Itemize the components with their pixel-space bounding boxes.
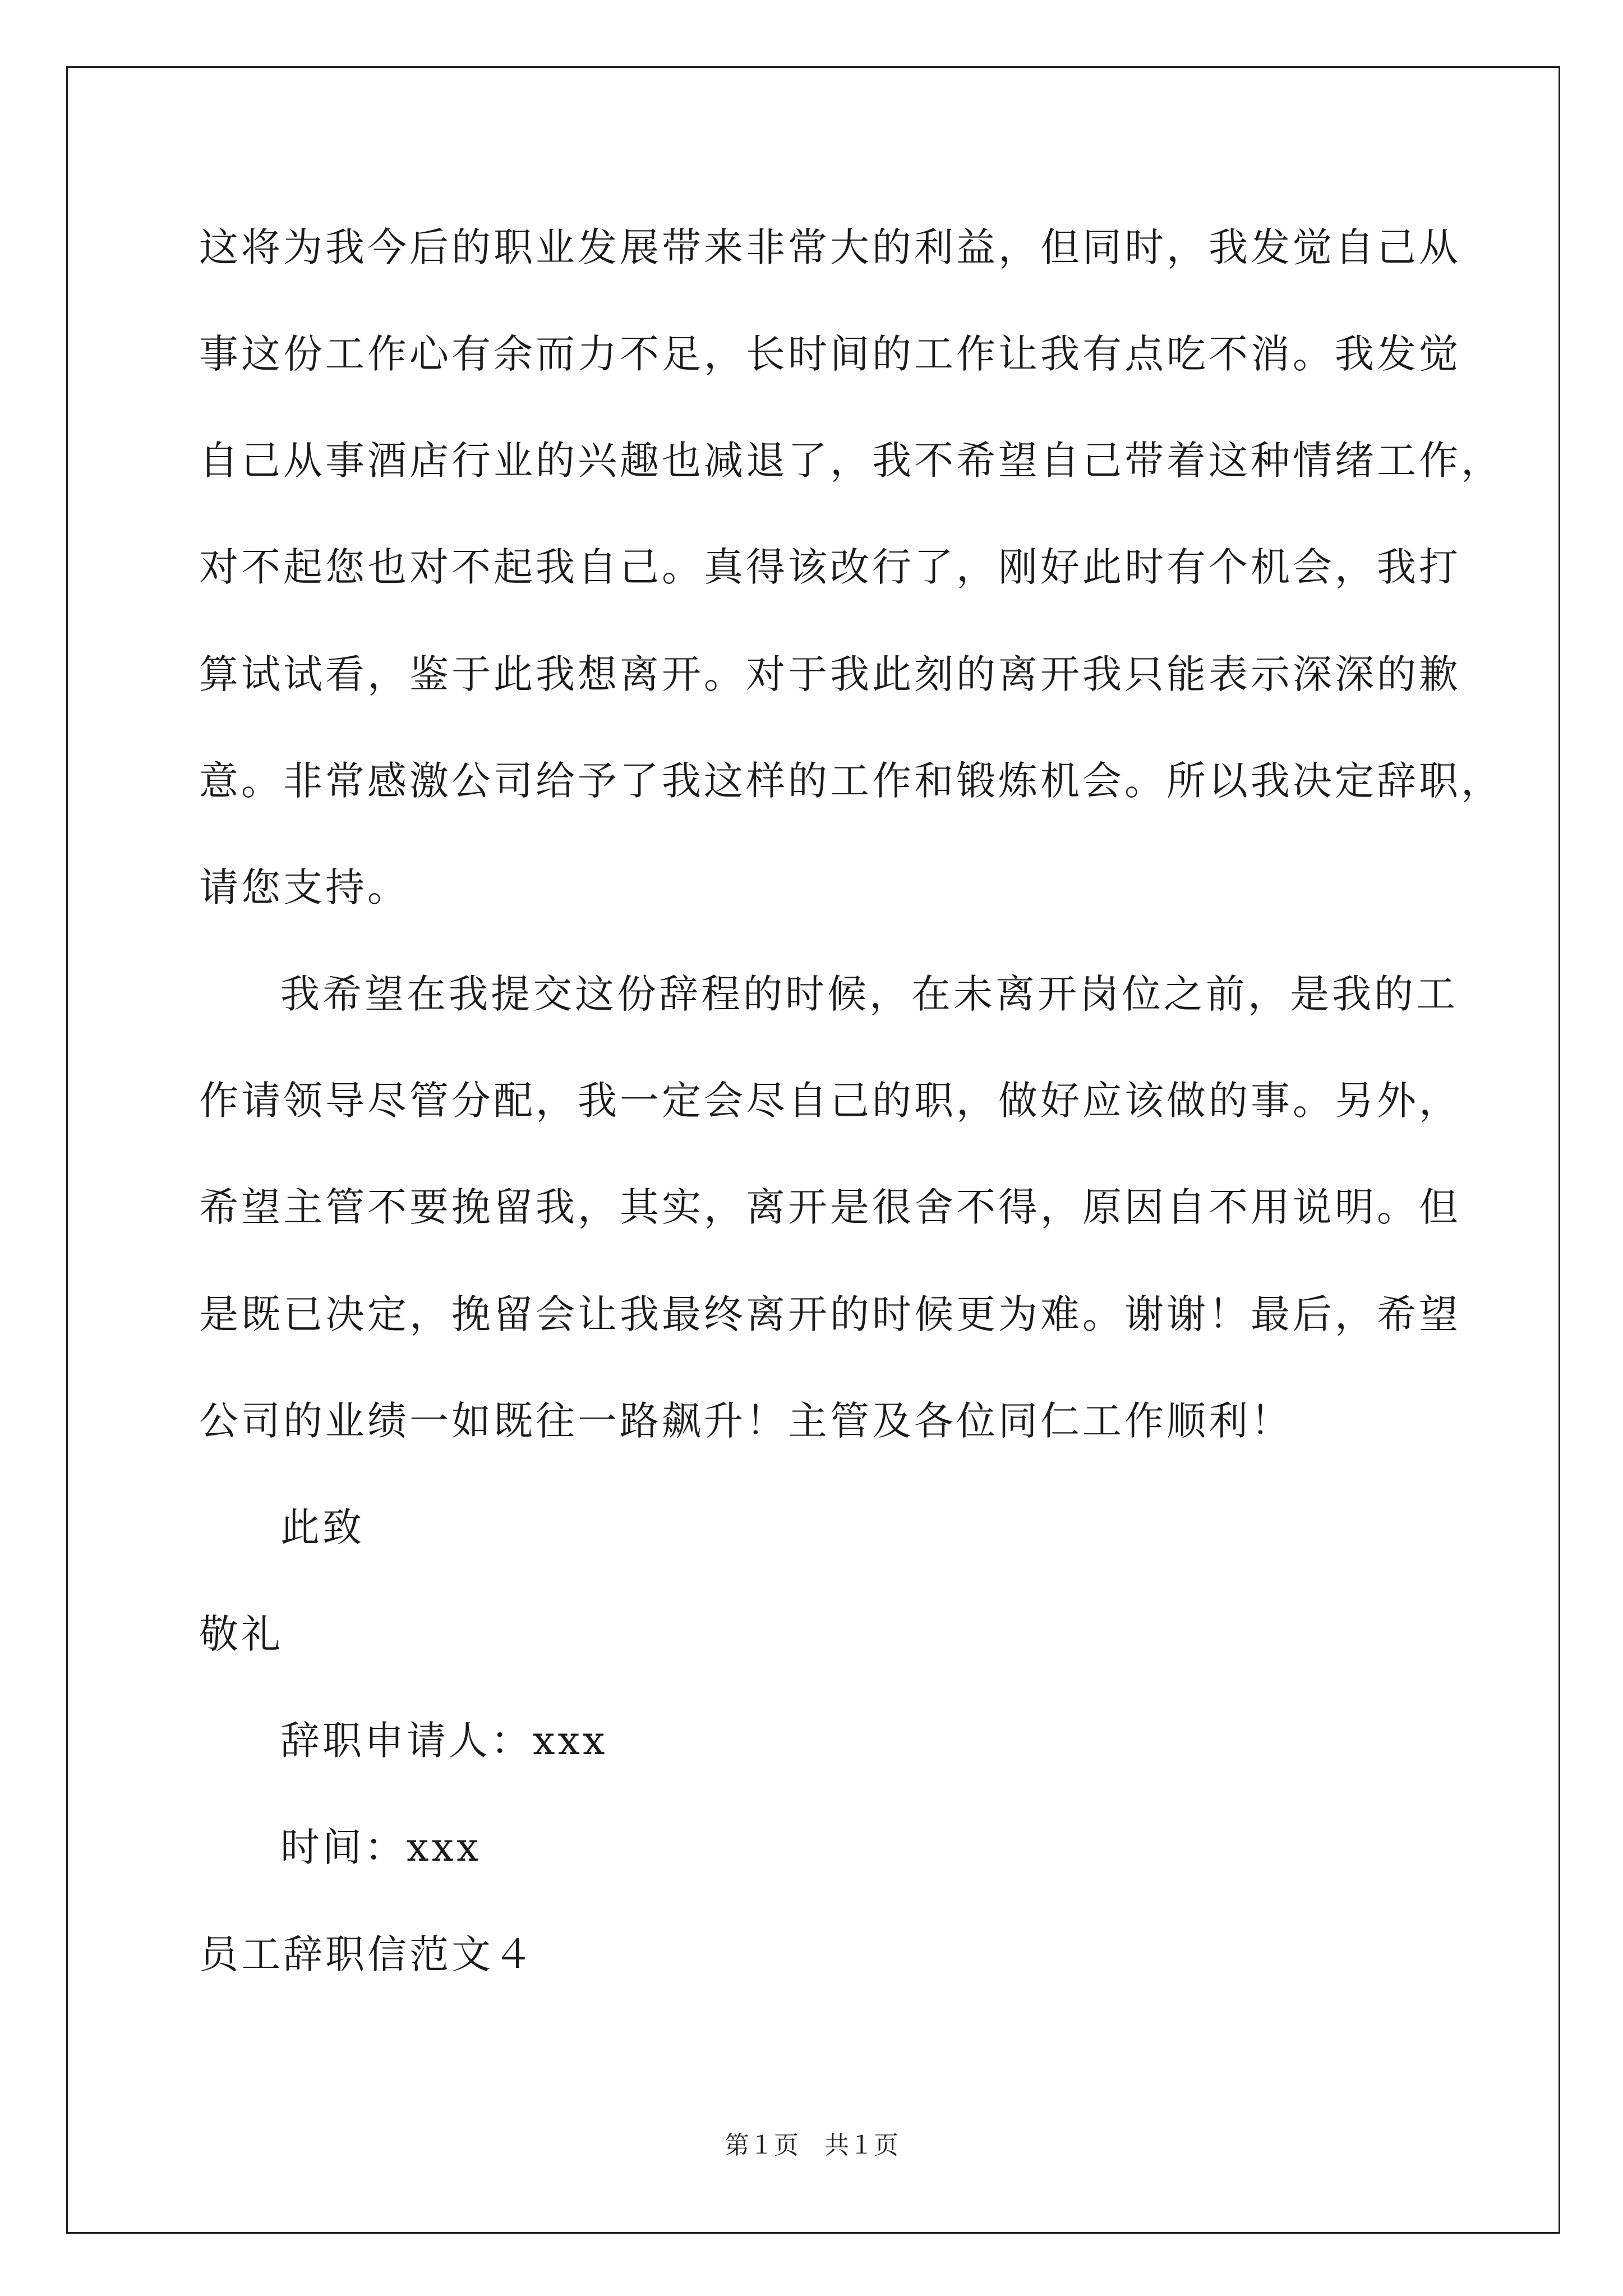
page-footer bbox=[0, 2130, 1623, 2161]
body-line: 我希望在我提交这份辞程的时候，在未离开岗位之前，是我的工 bbox=[280, 971, 1458, 1017]
body-line: 作请领导尽管分配，我一定会尽自己的职，做好应该做的事。另外， bbox=[199, 1078, 1461, 1124]
body-line: 请您支持。 bbox=[199, 864, 409, 910]
signature-line: 辞职申请人：xxx bbox=[280, 1718, 608, 1764]
body-line: 算试试看，鉴于此我想离开。对于我此刻的离开我只能表示深深的歉 bbox=[199, 651, 1461, 697]
section-heading: 员工辞职信范文４ bbox=[199, 1931, 536, 1977]
page-number: 第１页 bbox=[725, 2131, 799, 2160]
body-line: 事这份工作心有余而力不足，长时间的工作让我有点吃不消。我发觉 bbox=[199, 331, 1461, 377]
body-line: 公司的业绩一如既往一路飙升！主管及各位同仁工作顺利！ bbox=[199, 1398, 1293, 1444]
body-line: 意。非常感激公司给予了我这样的工作和锻炼机会。所以我决定辞职， bbox=[199, 758, 1503, 804]
body-line: 这将为我今后的职业发展带来非常大的利益，但同时，我发觉自己从 bbox=[199, 224, 1461, 270]
body-line: 希望主管不要挽留我，其实，离开是很舍不得，原因自不用说明。但 bbox=[199, 1184, 1461, 1230]
page-count: 共１页 bbox=[824, 2131, 898, 2160]
salutation: 敬礼 bbox=[199, 1611, 283, 1657]
date-line: 时间：xxx bbox=[280, 1824, 482, 1870]
body-line: 对不起您也对不起我自己。真得该改行了，刚好此时有个机会，我打 bbox=[199, 544, 1461, 590]
closing-phrase: 此致 bbox=[280, 1504, 365, 1550]
body-line: 自己从事酒店行业的兴趣也减退了，我不希望自己带着这种情绪工作， bbox=[199, 438, 1503, 484]
body-line: 是既已决定，挽留会让我最终离开的时候更为难。谢谢！最后，希望 bbox=[199, 1291, 1461, 1337]
page-border bbox=[66, 66, 1560, 2234]
